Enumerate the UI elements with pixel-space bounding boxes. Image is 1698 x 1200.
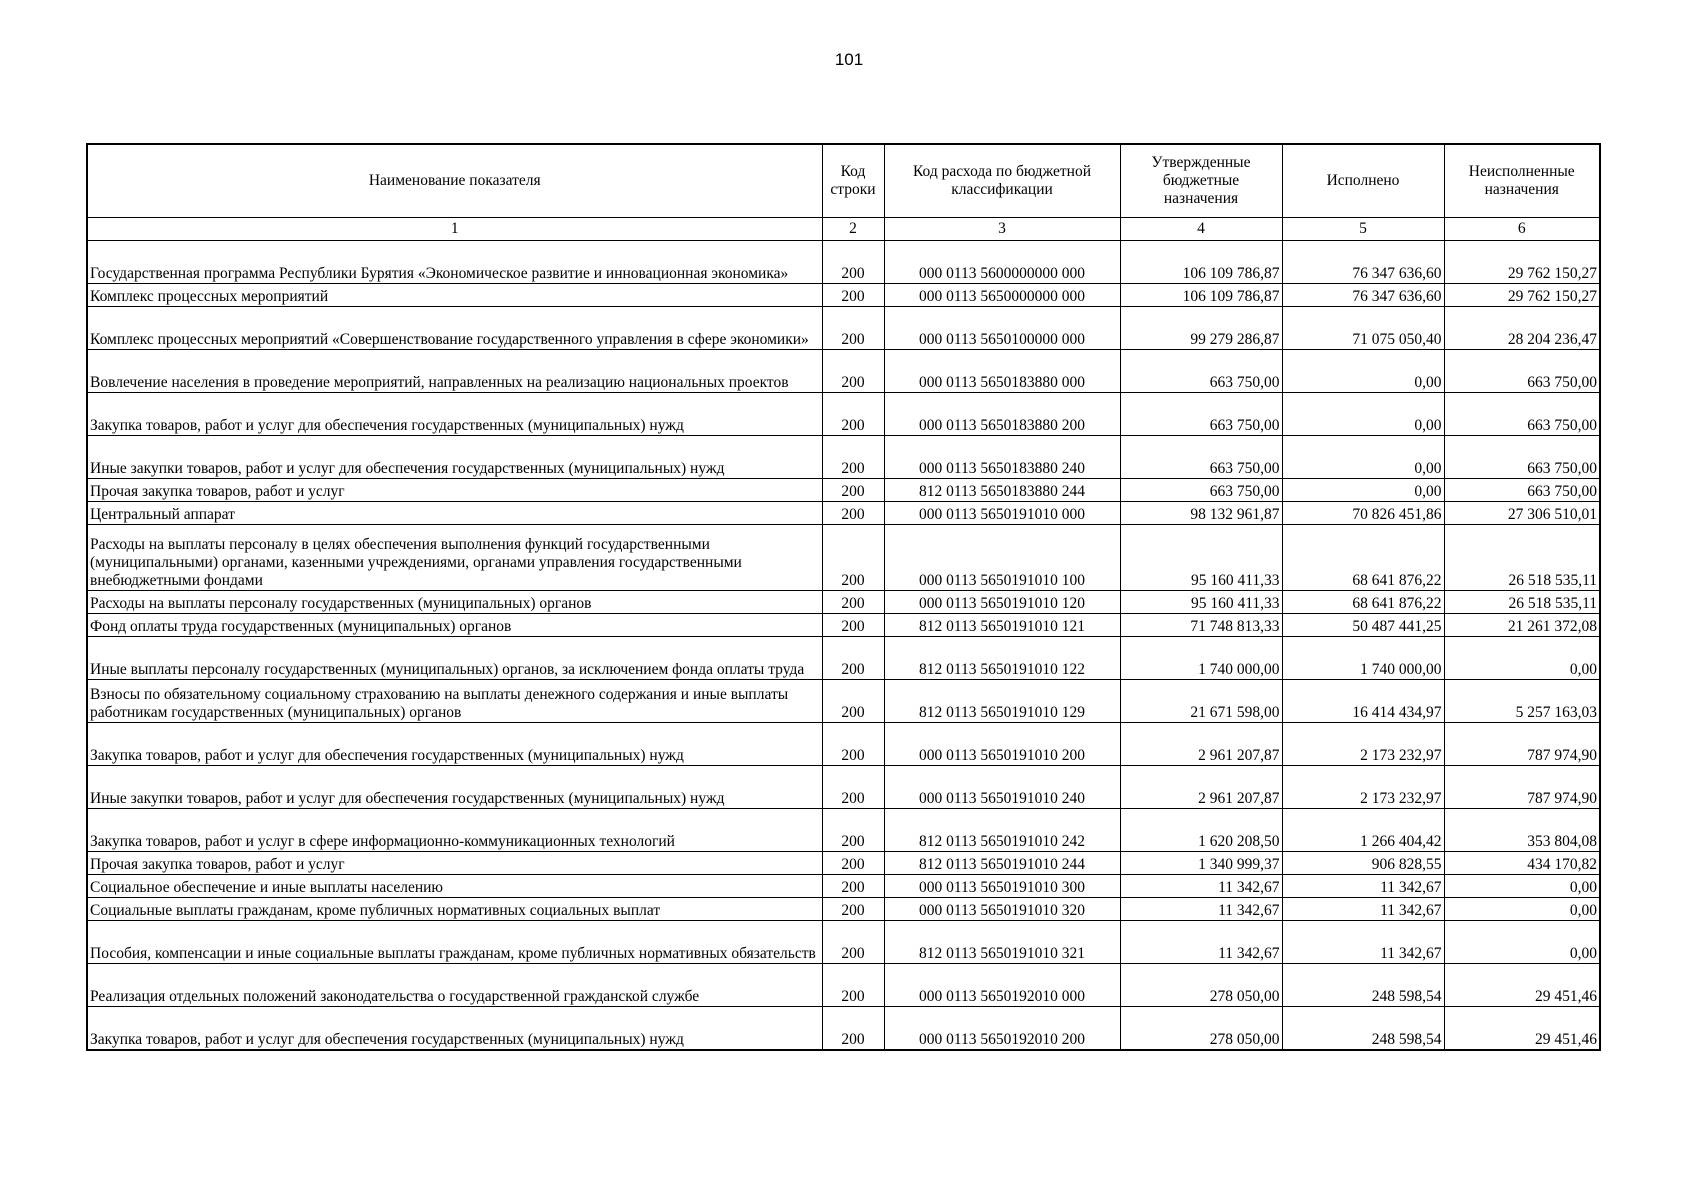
row-approved-cell: 98 132 961,87 bbox=[1120, 502, 1282, 525]
row-classification-cell: 812 0113 5650191010 242 bbox=[884, 809, 1120, 852]
row-unexecuted-cell: 29 451,46 bbox=[1444, 1007, 1600, 1051]
row-unexecuted-cell: 29 762 150,27 bbox=[1444, 284, 1600, 307]
row-classification-cell: 000 0113 5650192010 000 bbox=[884, 964, 1120, 1007]
row-name-cell: Иные выплаты персоналу государственных (муниципальных) органов, за исключением фонда оплаты труда bbox=[87, 637, 822, 680]
row-executed-cell: 0,00 bbox=[1282, 393, 1444, 436]
row-approved-cell: 106 109 786,87 bbox=[1120, 241, 1282, 284]
table-row bbox=[87, 502, 1600, 525]
row-executed-cell: 68 641 876,22 bbox=[1282, 525, 1444, 591]
row-name-cell: Взносы по обязательному социальному страхованию на выплаты денежного содержания и иные выплаты работникам государственных (муниципальных) органов bbox=[87, 680, 822, 723]
row-classification-cell: 000 0113 5650183880 200 bbox=[884, 393, 1120, 436]
row-executed-cell: 906 828,55 bbox=[1282, 852, 1444, 875]
table-row bbox=[87, 284, 1600, 307]
row-code-cell: 200 bbox=[822, 723, 884, 766]
header-approved: Утвержденные бюджетные назначения bbox=[1120, 144, 1282, 218]
row-approved-cell: 21 671 598,00 bbox=[1120, 680, 1282, 723]
row-approved-cell: 663 750,00 bbox=[1120, 479, 1282, 502]
row-code-cell: 200 bbox=[822, 921, 884, 964]
row-approved-cell: 1 340 999,37 bbox=[1120, 852, 1282, 875]
row-executed-cell: 248 598,54 bbox=[1282, 964, 1444, 1007]
row-code-cell: 200 bbox=[822, 241, 884, 284]
row-executed-cell: 68 641 876,22 bbox=[1282, 591, 1444, 614]
row-approved-cell: 11 342,67 bbox=[1120, 875, 1282, 898]
row-name-cell: Расходы на выплаты персоналу в целях обеспечения выполнения функций государственными (муниципальными) органами, казенными учреждениями, органами управления государственными внебюджетными фондами bbox=[87, 525, 822, 591]
column-number: 5 bbox=[1282, 218, 1444, 241]
row-name-cell: Расходы на выплаты персоналу государственных (муниципальных) органов bbox=[87, 591, 822, 614]
column-number: 2 bbox=[822, 218, 884, 241]
row-unexecuted-cell: 0,00 bbox=[1444, 875, 1600, 898]
row-unexecuted-cell: 5 257 163,03 bbox=[1444, 680, 1600, 723]
budget-report-table bbox=[86, 143, 1601, 1051]
row-code-cell: 200 bbox=[822, 852, 884, 875]
row-executed-cell: 11 342,67 bbox=[1282, 898, 1444, 921]
row-approved-cell: 278 050,00 bbox=[1120, 964, 1282, 1007]
row-name-cell: Закупка товаров, работ и услуг в сфере информационно-коммуникационных технологий bbox=[87, 809, 822, 852]
row-code-cell: 200 bbox=[822, 307, 884, 350]
row-classification-cell: 812 0113 5650191010 121 bbox=[884, 614, 1120, 637]
table-row bbox=[87, 852, 1600, 875]
row-classification-cell: 000 0113 5650191010 300 bbox=[884, 875, 1120, 898]
row-executed-cell: 248 598,54 bbox=[1282, 1007, 1444, 1051]
row-unexecuted-cell: 29 451,46 bbox=[1444, 964, 1600, 1007]
row-classification-cell: 000 0113 5650191010 000 bbox=[884, 502, 1120, 525]
row-code-cell: 200 bbox=[822, 1007, 884, 1051]
table-row bbox=[87, 921, 1600, 964]
header-executed: Исполнено bbox=[1282, 144, 1444, 218]
row-executed-cell: 0,00 bbox=[1282, 350, 1444, 393]
row-approved-cell: 2 961 207,87 bbox=[1120, 723, 1282, 766]
row-code-cell: 200 bbox=[822, 525, 884, 591]
table-row bbox=[87, 393, 1600, 436]
row-classification-cell: 000 0113 5650191010 120 bbox=[884, 591, 1120, 614]
table-row bbox=[87, 723, 1600, 766]
table-row bbox=[87, 875, 1600, 898]
row-name-cell: Государственная программа Республики Бурятия «Экономическое развитие и инновационная экономика» bbox=[87, 241, 822, 284]
row-code-cell: 200 bbox=[822, 637, 884, 680]
row-classification-cell: 000 0113 5650000000 000 bbox=[884, 284, 1120, 307]
row-code-cell: 200 bbox=[822, 502, 884, 525]
column-number: 4 bbox=[1120, 218, 1282, 241]
row-code-cell: 200 bbox=[822, 591, 884, 614]
header-code: Код строки bbox=[822, 144, 884, 218]
row-executed-cell: 11 342,67 bbox=[1282, 875, 1444, 898]
row-name-cell: Фонд оплаты труда государственных (муниципальных) органов bbox=[87, 614, 822, 637]
row-classification-cell: 000 0113 5650191010 240 bbox=[884, 766, 1120, 809]
row-executed-cell: 76 347 636,60 bbox=[1282, 241, 1444, 284]
row-classification-cell: 000 0113 5600000000 000 bbox=[884, 241, 1120, 284]
row-name-cell: Комплекс процессных мероприятий «Совершенствование государственного управления в сфере экономики» bbox=[87, 307, 822, 350]
row-approved-cell: 71 748 813,33 bbox=[1120, 614, 1282, 637]
column-number: 3 bbox=[884, 218, 1120, 241]
row-approved-cell: 11 342,67 bbox=[1120, 921, 1282, 964]
column-number-row bbox=[87, 218, 1600, 241]
row-executed-cell: 0,00 bbox=[1282, 479, 1444, 502]
row-code-cell: 200 bbox=[822, 766, 884, 809]
row-code-cell: 200 bbox=[822, 479, 884, 502]
row-executed-cell: 71 075 050,40 bbox=[1282, 307, 1444, 350]
row-unexecuted-cell: 787 974,90 bbox=[1444, 723, 1600, 766]
row-name-cell: Социальные выплаты гражданам, кроме публичных нормативных социальных выплат bbox=[87, 898, 822, 921]
table-row bbox=[87, 436, 1600, 479]
table-row bbox=[87, 1007, 1600, 1051]
row-executed-cell: 0,00 bbox=[1282, 436, 1444, 479]
row-classification-cell: 812 0113 5650183880 244 bbox=[884, 479, 1120, 502]
table-row bbox=[87, 637, 1600, 680]
row-approved-cell: 663 750,00 bbox=[1120, 350, 1282, 393]
table-row bbox=[87, 766, 1600, 809]
row-code-cell: 200 bbox=[822, 350, 884, 393]
row-code-cell: 200 bbox=[822, 284, 884, 307]
row-code-cell: 200 bbox=[822, 898, 884, 921]
row-classification-cell: 000 0113 5650183880 000 bbox=[884, 350, 1120, 393]
row-name-cell: Прочая закупка товаров, работ и услуг bbox=[87, 479, 822, 502]
row-unexecuted-cell: 28 204 236,47 bbox=[1444, 307, 1600, 350]
table-row bbox=[87, 479, 1600, 502]
row-approved-cell: 99 279 286,87 bbox=[1120, 307, 1282, 350]
row-name-cell: Пособия, компенсации и иные социальные выплаты гражданам, кроме публичных нормативных обязательств bbox=[87, 921, 822, 964]
table-row bbox=[87, 898, 1600, 921]
row-classification-cell: 812 0113 5650191010 244 bbox=[884, 852, 1120, 875]
row-approved-cell: 95 160 411,33 bbox=[1120, 525, 1282, 591]
row-name-cell: Закупка товаров, работ и услуг для обеспечения государственных (муниципальных) нужд bbox=[87, 723, 822, 766]
row-approved-cell: 278 050,00 bbox=[1120, 1007, 1282, 1051]
table-row bbox=[87, 350, 1600, 393]
table-row bbox=[87, 964, 1600, 1007]
row-classification-cell: 000 0113 5650191010 200 bbox=[884, 723, 1120, 766]
row-executed-cell: 1 740 000,00 bbox=[1282, 637, 1444, 680]
row-approved-cell: 95 160 411,33 bbox=[1120, 591, 1282, 614]
row-approved-cell: 663 750,00 bbox=[1120, 436, 1282, 479]
row-unexecuted-cell: 29 762 150,27 bbox=[1444, 241, 1600, 284]
row-unexecuted-cell: 663 750,00 bbox=[1444, 393, 1600, 436]
row-unexecuted-cell: 0,00 bbox=[1444, 898, 1600, 921]
row-name-cell: Иные закупки товаров, работ и услуг для обеспечения государственных (муниципальных) нужд bbox=[87, 436, 822, 479]
row-name-cell: Иные закупки товаров, работ и услуг для обеспечения государственных (муниципальных) нужд bbox=[87, 766, 822, 809]
row-approved-cell: 2 961 207,87 bbox=[1120, 766, 1282, 809]
row-unexecuted-cell: 663 750,00 bbox=[1444, 479, 1600, 502]
row-executed-cell: 70 826 451,86 bbox=[1282, 502, 1444, 525]
row-name-cell: Закупка товаров, работ и услуг для обеспечения государственных (муниципальных) нужд bbox=[87, 1007, 822, 1051]
row-code-cell: 200 bbox=[822, 875, 884, 898]
row-name-cell: Вовлечение населения в проведение мероприятий, направленных на реализацию национальных проектов bbox=[87, 350, 822, 393]
row-code-cell: 200 bbox=[822, 436, 884, 479]
row-classification-cell: 000 0113 5650192010 200 bbox=[884, 1007, 1120, 1051]
table-header-row bbox=[87, 144, 1600, 218]
row-approved-cell: 663 750,00 bbox=[1120, 393, 1282, 436]
row-unexecuted-cell: 26 518 535,11 bbox=[1444, 525, 1600, 591]
row-executed-cell: 76 347 636,60 bbox=[1282, 284, 1444, 307]
header-name: Наименование показателя bbox=[87, 144, 822, 218]
row-executed-cell: 11 342,67 bbox=[1282, 921, 1444, 964]
table-row bbox=[87, 241, 1600, 284]
row-classification-cell: 812 0113 5650191010 321 bbox=[884, 921, 1120, 964]
row-unexecuted-cell: 663 750,00 bbox=[1444, 436, 1600, 479]
table-row bbox=[87, 525, 1600, 591]
row-name-cell: Социальное обеспечение и иные выплаты населению bbox=[87, 875, 822, 898]
row-classification-cell: 000 0113 5650100000 000 bbox=[884, 307, 1120, 350]
row-executed-cell: 16 414 434,97 bbox=[1282, 680, 1444, 723]
row-unexecuted-cell: 0,00 bbox=[1444, 921, 1600, 964]
header-unexecuted: Неисполненные назначения bbox=[1444, 144, 1600, 218]
row-unexecuted-cell: 26 518 535,11 bbox=[1444, 591, 1600, 614]
row-name-cell: Прочая закупка товаров, работ и услуг bbox=[87, 852, 822, 875]
header-classification: Код расхода по бюджетной классификации bbox=[884, 144, 1120, 218]
row-classification-cell: 812 0113 5650191010 129 bbox=[884, 680, 1120, 723]
row-code-cell: 200 bbox=[822, 964, 884, 1007]
row-code-cell: 200 bbox=[822, 680, 884, 723]
row-executed-cell: 2 173 232,97 bbox=[1282, 723, 1444, 766]
row-unexecuted-cell: 434 170,82 bbox=[1444, 852, 1600, 875]
table-row bbox=[87, 809, 1600, 852]
row-executed-cell: 1 266 404,42 bbox=[1282, 809, 1444, 852]
row-name-cell: Центральный аппарат bbox=[87, 502, 822, 525]
row-unexecuted-cell: 27 306 510,01 bbox=[1444, 502, 1600, 525]
row-unexecuted-cell: 353 804,08 bbox=[1444, 809, 1600, 852]
row-unexecuted-cell: 663 750,00 bbox=[1444, 350, 1600, 393]
table-body bbox=[87, 241, 1600, 1051]
row-name-cell: Реализация отдельных положений законодательства о государственной гражданской службе bbox=[87, 964, 822, 1007]
row-executed-cell: 2 173 232,97 bbox=[1282, 766, 1444, 809]
row-unexecuted-cell: 21 261 372,08 bbox=[1444, 614, 1600, 637]
row-unexecuted-cell: 787 974,90 bbox=[1444, 766, 1600, 809]
row-code-cell: 200 bbox=[822, 614, 884, 637]
column-number: 6 bbox=[1444, 218, 1600, 241]
column-number: 1 bbox=[87, 218, 822, 241]
table-row bbox=[87, 680, 1600, 723]
page-number: 101 bbox=[834, 50, 864, 69]
row-code-cell: 200 bbox=[822, 809, 884, 852]
row-executed-cell: 50 487 441,25 bbox=[1282, 614, 1444, 637]
table-row bbox=[87, 614, 1600, 637]
row-classification-cell: 812 0113 5650191010 122 bbox=[884, 637, 1120, 680]
row-approved-cell: 1 740 000,00 bbox=[1120, 637, 1282, 680]
row-approved-cell: 11 342,67 bbox=[1120, 898, 1282, 921]
table-row bbox=[87, 307, 1600, 350]
row-name-cell: Комплекс процессных мероприятий bbox=[87, 284, 822, 307]
row-approved-cell: 1 620 208,50 bbox=[1120, 809, 1282, 852]
row-classification-cell: 000 0113 5650183880 240 bbox=[884, 436, 1120, 479]
row-unexecuted-cell: 0,00 bbox=[1444, 637, 1600, 680]
row-classification-cell: 000 0113 5650191010 320 bbox=[884, 898, 1120, 921]
row-classification-cell: 000 0113 5650191010 100 bbox=[884, 525, 1120, 591]
table-row bbox=[87, 591, 1600, 614]
row-name-cell: Закупка товаров, работ и услуг для обеспечения государственных (муниципальных) нужд bbox=[87, 393, 822, 436]
row-code-cell: 200 bbox=[822, 393, 884, 436]
row-approved-cell: 106 109 786,87 bbox=[1120, 284, 1282, 307]
